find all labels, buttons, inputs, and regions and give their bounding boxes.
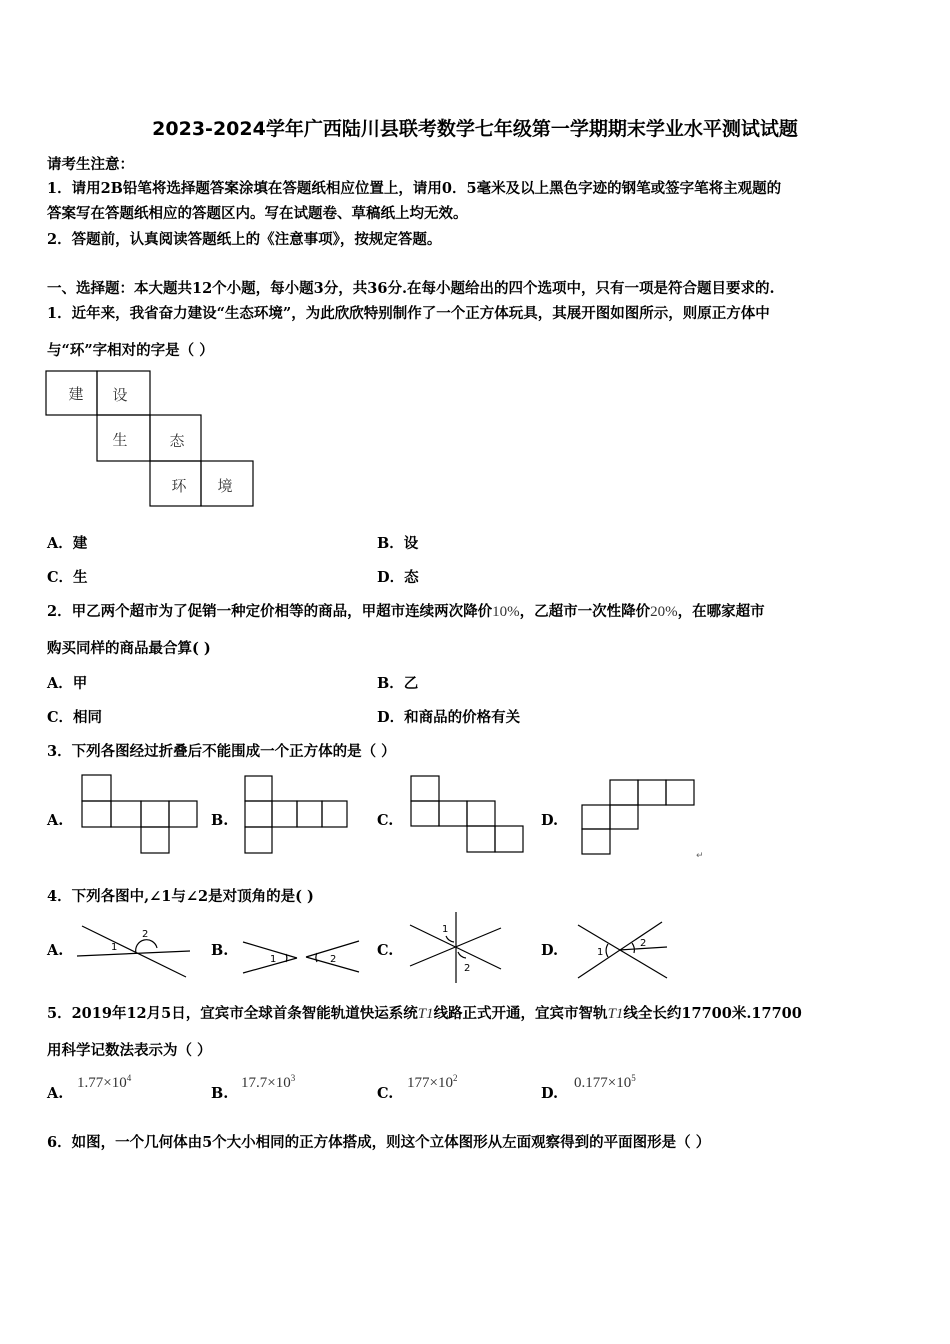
net-cell-sheng: 生 xyxy=(112,431,128,449)
q5-value-b-exp: 3 xyxy=(290,1073,296,1083)
net-cell-jian: 建 xyxy=(68,385,84,403)
q5-value-c-exp: 2 xyxy=(452,1073,458,1083)
q5-line-1 xyxy=(47,1002,802,1023)
q4-d-angle-1: 1 xyxy=(597,947,604,958)
q2-option-c[interactable]: C．相同 xyxy=(47,709,103,726)
q5-value-d[interactable] xyxy=(574,1073,636,1092)
q3-text: 3．下列各图经过折叠后不能围成一个正方体的是（ ） xyxy=(47,743,396,760)
q5-text-b: 线路正式开通，宜宾市智轨 xyxy=(433,1005,608,1022)
q2-option-b[interactable]: B．乙 xyxy=(377,675,419,692)
q1-option-c[interactable]: C．生 xyxy=(47,569,88,586)
q2-option-d[interactable]: D．和商品的价格有关 xyxy=(377,709,521,726)
q5-value-c-base: 177×10 xyxy=(407,1075,453,1091)
q4-b-angle-1: 1 xyxy=(270,954,277,965)
q4-figure-a xyxy=(77,926,190,977)
section-heading: 一、选择题：本大题共12个小题，每小题3分，共36分.在每小题给出的四个选项中，只有一项是符合题目要求的. xyxy=(47,280,775,297)
net-cell-jing: 境 xyxy=(217,477,233,495)
q5-text-c: 线全长约17700米.17700 xyxy=(623,1005,802,1022)
q5-t1-first: T1 xyxy=(417,1006,434,1022)
q4-c-angle-2: 2 xyxy=(464,963,471,974)
q3-label-b[interactable]: B. xyxy=(211,812,229,829)
q2-line-2: 购买同样的商品最合算( ) xyxy=(47,640,211,657)
q4-figure-d xyxy=(578,922,667,978)
q5-value-b-base: 17.7×10 xyxy=(241,1075,291,1091)
net-cell-huan: 环 xyxy=(171,477,187,495)
q1-option-d[interactable]: D．态 xyxy=(377,569,419,586)
q1-option-a[interactable]: A．建 xyxy=(47,535,88,552)
q4-text: 4．下列各图中,∠1与∠2是对顶角的是( ) xyxy=(47,888,314,905)
q2-text-c: ，在哪家超市 xyxy=(677,603,765,620)
q4-label-b[interactable]: B. xyxy=(211,942,229,959)
q4-a-angle-2: 2 xyxy=(142,929,149,940)
notice-line-1: 1．请用2B铅笔将选择题答案涂填在答题纸相应位置上，请用0．5毫米及以上黑色字迹的钢笔或签字笔将主观题的 xyxy=(47,180,782,197)
q6-text: 6．如图，一个几何体由5个大小相同的正方体搭成，则这个立体图形从左面观察得到的平面图形是（ ） xyxy=(47,1134,711,1151)
q5-t1-second: T1 xyxy=(607,1006,624,1022)
q5-label-d[interactable]: D. xyxy=(541,1085,559,1102)
q4-figure-b xyxy=(243,941,359,973)
q5-line-2: 用科学记数法表示为（ ） xyxy=(47,1042,212,1059)
notice-line-3: 2．答题前，认真阅读答题纸上的《注意事项》，按规定答题。 xyxy=(47,231,442,248)
q5-value-a-base: 1.77×10 xyxy=(77,1075,127,1091)
q2-percent-2: 20% xyxy=(650,604,678,620)
notice-heading: 请考生注意： xyxy=(47,156,134,173)
q2-text-b: ，乙超市一次性降价 xyxy=(519,603,651,620)
return-mark: ↵ xyxy=(696,851,704,861)
page-title: 2023-2024学年广西陆川县联考数学七年级第一学期期末学业水平测试试题 xyxy=(152,118,798,140)
q5-value-d-base: 0.177×10 xyxy=(574,1075,632,1091)
q5-value-a-exp: 4 xyxy=(126,1073,132,1083)
q4-label-c[interactable]: C. xyxy=(377,942,394,959)
q3-label-d[interactable]: D. xyxy=(541,812,559,829)
q5-value-d-exp: 5 xyxy=(631,1073,636,1083)
q5-label-c[interactable]: C. xyxy=(377,1085,394,1102)
q1-line-1: 1．近年来，我省奋力建设“生态环境”，为此欣欣特别制作了一个正方体玩具，其展开图如图所示，则原正方体中 xyxy=(47,305,770,322)
net-cell-tai: 态 xyxy=(169,432,185,450)
q5-value-a[interactable] xyxy=(77,1073,131,1092)
q4-d-angle-2: 2 xyxy=(640,938,647,949)
q5-label-b[interactable]: B. xyxy=(211,1085,229,1102)
q4-b-angle-2: 2 xyxy=(330,954,337,965)
q4-label-d[interactable]: D. xyxy=(541,942,559,959)
q5-value-c[interactable] xyxy=(407,1073,457,1092)
q1-option-b[interactable]: B．设 xyxy=(377,535,419,552)
q4-a-angle-1: 1 xyxy=(111,942,118,953)
q3-label-c[interactable]: C. xyxy=(377,812,394,829)
q2-option-a[interactable]: A．甲 xyxy=(47,675,88,692)
notice-line-2: 答案写在答题纸相应的答题区内。写在试题卷、草稿纸上均无效。 xyxy=(47,205,468,222)
q4-label-a[interactable]: A. xyxy=(47,942,64,959)
q5-value-b[interactable] xyxy=(241,1073,295,1092)
q3-label-a[interactable]: A. xyxy=(47,812,64,829)
q2-text-a: 2．甲乙两个超市为了促销一种定价相等的商品，甲超市连续两次降价 xyxy=(47,603,493,620)
net-cell-she: 设 xyxy=(112,386,128,404)
q4-c-angle-1: 1 xyxy=(442,924,449,935)
q2-percent-1: 10% xyxy=(492,604,520,620)
q5-label-a[interactable]: A. xyxy=(47,1085,64,1102)
q5-text-a: 5．2019年12月5日，宜宾市全球首条智能轨道快运系统 xyxy=(47,1005,418,1022)
q4-figure-c xyxy=(410,912,501,983)
q1-line-2: 与“环”字相对的字是（ ） xyxy=(47,342,214,359)
